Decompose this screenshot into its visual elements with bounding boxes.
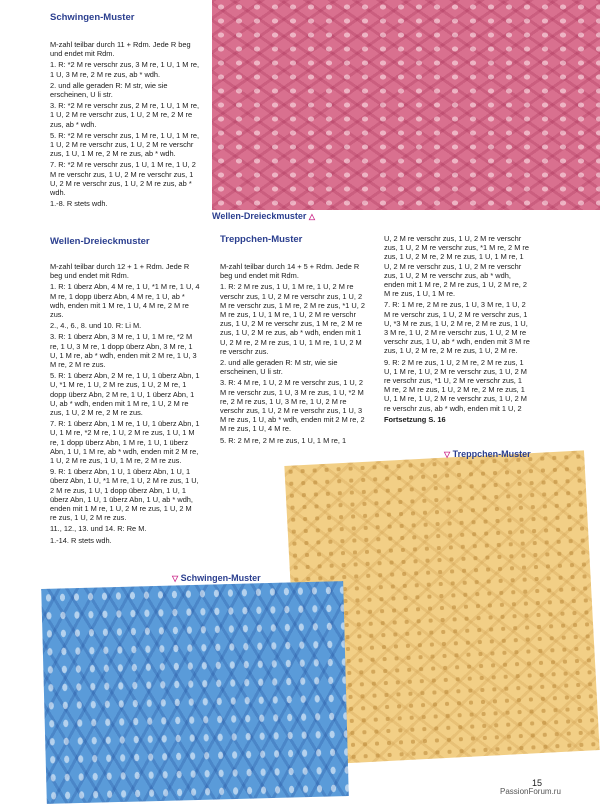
triangle-down-icon: ▽ xyxy=(444,450,451,459)
c2-line-1: 1. R: 2 M re zus, 1 U, 1 M re, 1 U, 2 M re verschr zus, 1 U, 2 M re verschr zus, 1 U, 2 M re verschr zus, 1 M re, 2 M re zus, *1 U, 2 M re zus, 1 U, 1 M re, 1 U, 2 M re verschr zus, 1 U, 2 M re verschr zus, 1 M re, 2 M re zus, 1 U, 2 M re zus, ab * wdh, enden mit 1 U, 2 M re, 2 M re zus, 1 U, 1 M re, 1 U, 2 M re verschr zus. xyxy=(220,282,365,356)
pink-knit-photo xyxy=(212,0,600,210)
page-number: 15 xyxy=(532,778,543,788)
s1-line-5: 7. R: *2 M re verschr zus, 1 U, 1 M re, 1 U, 2 M re verschr zus, 1 U, 2 M re verschr zus, 1 U, 2 M re verschr zus, 1 U, 2 M re zus, ab * wdh. xyxy=(50,160,196,198)
triangle-up-icon: △ xyxy=(308,212,316,221)
c3-line-2: 9. R: 2 M re zus, 1 U, 2 M re, 2 M re zus, 1 U, 1 M re, 1 U, 2 M re verschr zus, 1 U, 2 M re verschr zus, *1 U, 2 M re verschr zus, 1 M re, 2 M re zus, 1 U, 2 M re, 2 M re zus, 1 U, 1 M re, 1 U, 2 M re verschr zus, 1 U, 2 M re verschr zus, ab * wdh, enden mit 1 U, 2 xyxy=(384,357,527,413)
title-treppchen: Treppchen-Muster xyxy=(220,234,303,245)
s2-line-4: 5. R: 1 überz Abn, 2 M re, 1 U, 1 überz Abn, 1 U, *1 M re, 1 U, 2 M re zus, 1 U, 2 M re, 1 dopp überz Abn, 2 M re, 1 U, 1 überz Abn, 1 U, ab * wdh, enden mit 1 M re, 1 U, 2 M re zus, 1 U, 2 M re, 2 M re zus. xyxy=(50,371,200,418)
c2-line-0: M-zahl teilbar durch 14 + 5 + Rdm. Jede R beg und endet mit Rdm. xyxy=(220,262,360,281)
c3-line-1: 7. R: 1 M re, 2 M re zus, 1 U, 3 M re, 1 U, 2 M re verschr zus, 1 U, 2 M re verschr zus, 1 U, *3 M re zus, 1 U, 2 M re, 2 M re zus, 1 U, 3 M re, 1 U, 2 M re verschr zus, 1 U, 2 M re verschr zus, 1 U, ab * wdh, enden mit 3 M re zus, 1 U, 2 M re, 2 M re zus, 1 U, 2 M re. xyxy=(384,300,530,356)
s2-line-8: 1.-14. R stets wdh. xyxy=(50,535,112,545)
s2-line-2: 2., 4., 6., 8. und 10. R: Li M. xyxy=(50,321,142,331)
fortsetzung-note: Fortsetzung S. 16 xyxy=(384,414,446,424)
s1-line-6: 1.-8. R stets wdh. xyxy=(50,199,108,209)
watermark: PassionForum.ru xyxy=(500,787,561,796)
caption-wellen xyxy=(212,211,315,221)
s2-line-0: M-zahl teilbar durch 12 + 1 + Rdm. Jede R beg und endet mit Rdm. xyxy=(50,262,190,281)
treppchen-continued xyxy=(384,234,530,426)
wellen-instructions xyxy=(50,262,200,547)
s1-line-2: 2. und alle geraden R: M str, wie sie erscheinen, U li str. xyxy=(50,80,168,100)
s2-line-3: 3. R: 1 überz Abn, 3 M re, 1 U, 1 M re, *2 M re, 1 U, 3 M re, 1 dopp überz Abn, 3 M re, 1 U, 1 M re, ab * wdh, enden mit 2 M re, 1 U, 3 M re, 2 M re zus. xyxy=(50,332,197,370)
caption-schwingen xyxy=(172,573,261,583)
s2-line-5: 7. R: 1 überz Abn, 1 M re, 1 U, 1 überz Abn, 1 U, 1 M re, *2 M re, 1 U, 2 M re zus, 1 U, 1 M re, 1 dopp überz Abn, 1 M re, 1 U, 1 überz Abn, 1 U, 1 M re, ab * wdh, enden mit 2 M re, 1 U, 2 M re zus, 1 U, 1 M re, 2 M re zus. xyxy=(50,419,200,466)
s1-line-3: 3. R: *2 M re verschr zus, 2 M re, 1 U, 1 M re, 1 U, 2 M re verschr zus, 1 U, 2 M re, 2 M re zus, ab * wdh. xyxy=(50,101,200,129)
c2-line-2: 2. und alle geraden R: M str, wie sie erscheinen, U li str. xyxy=(220,358,338,377)
caption-schwingen-label: Schwingen-Muster xyxy=(180,573,261,583)
title-wellen: Wellen-Dreieckmuster xyxy=(50,236,150,247)
s2-line-1: 1. R: 1 überz Abn, 4 M re, 1 U, *1 M re, 1 U, 4 M re, 1 dopp überz Abn, 4 M re, 1 U, ab * wdh, enden mit 1 M re, 1 U, 4 M re, 2 M re zus. xyxy=(50,282,200,320)
c2-line-4: 5. R: 2 M re, 2 M re zus, 1 U, 1 M re, 1 xyxy=(220,435,347,445)
blue-knit-photo xyxy=(41,581,349,804)
s2-line-6: 9. R: 1 überz Abn, 1 U, 1 überz Abn, 1 U, 1 überz Abn, 1 U, *1 M re, 1 U, 2 M re zus, 1 U, 2 M re zus, 1 U, 1 dopp überz Abn, 1 U, 1 überz Abn, 1 U, 1 überz Abn, 1 U, ab * wdh, enden mit 1 M re, 1 U, 2 M re zus, 1 U, 2 M re zus, 1 U, 2 M re zus. xyxy=(50,467,199,523)
s1-line-4: 5. R: *2 M re verschr zus, 1 M re, 1 U, 1 M re, 1 U, 2 M re verschr zus, 1 U, 2 M re verschr zus, 1 U, 1 M re, 2 M re zus, ab * wdh. xyxy=(50,130,200,159)
triangle-down-icon: ▽ xyxy=(172,574,179,583)
c3-line-0: U, 2 M re verschr zus, 1 U, 2 M re verschr zus, 1 U, 2 M re verschr zus, *1 M re, 2 M re zus, 1 U, 2 M re, 2 M re zus, 1 U, 1 M re, 1 U, 2 M re verschr zus, 1 U, 2 M re verschr zus, 1 U, 2 M re verschr zus, ab * wdh, enden mit 1 M re, 2 M re zus, 1 U, 2 M re, 2 M re zus, 1 U, 1 M re. xyxy=(384,234,529,299)
schwingen-instructions xyxy=(50,40,200,210)
caption-treppchen-label: Treppchen-Muster xyxy=(452,449,531,459)
caption-wellen-label: Wellen-Dreieckmuster xyxy=(212,211,307,221)
s2-line-7: 11., 12., 13. und 14. R: Re M. xyxy=(50,524,147,534)
title-schwingen: Schwingen-Muster xyxy=(50,12,135,23)
c2-line-3: 3. R: 4 M re, 1 U, 2 M re verschr zus, 1 U, 2 M re verschr zus, 1 U, 3 M re zus, 1 U, *2 M re, 2 M re zus, 1 U, 3 M re, 1 U, 2 M re verschr zus, 1 U, 2 M re verschr zus, 1 U, 3 M re zus, 1 U, ab * wdh, enden mit 2 M re, 2 M re zus, 1 U, 4 M re. xyxy=(220,378,365,434)
s1-line-1: 1. R: *2 M re verschr zus, 3 M re, 1 U, 1 M re, 1 U, 3 M re, 2 M re zus, ab * wdh. xyxy=(50,60,200,79)
caption-treppchen xyxy=(444,449,531,459)
treppchen-instructions xyxy=(220,262,368,447)
s1-line-0: M-zahl teilbar durch 11 + Rdm. Jede R beg und endet mit Rdm. xyxy=(50,40,191,59)
